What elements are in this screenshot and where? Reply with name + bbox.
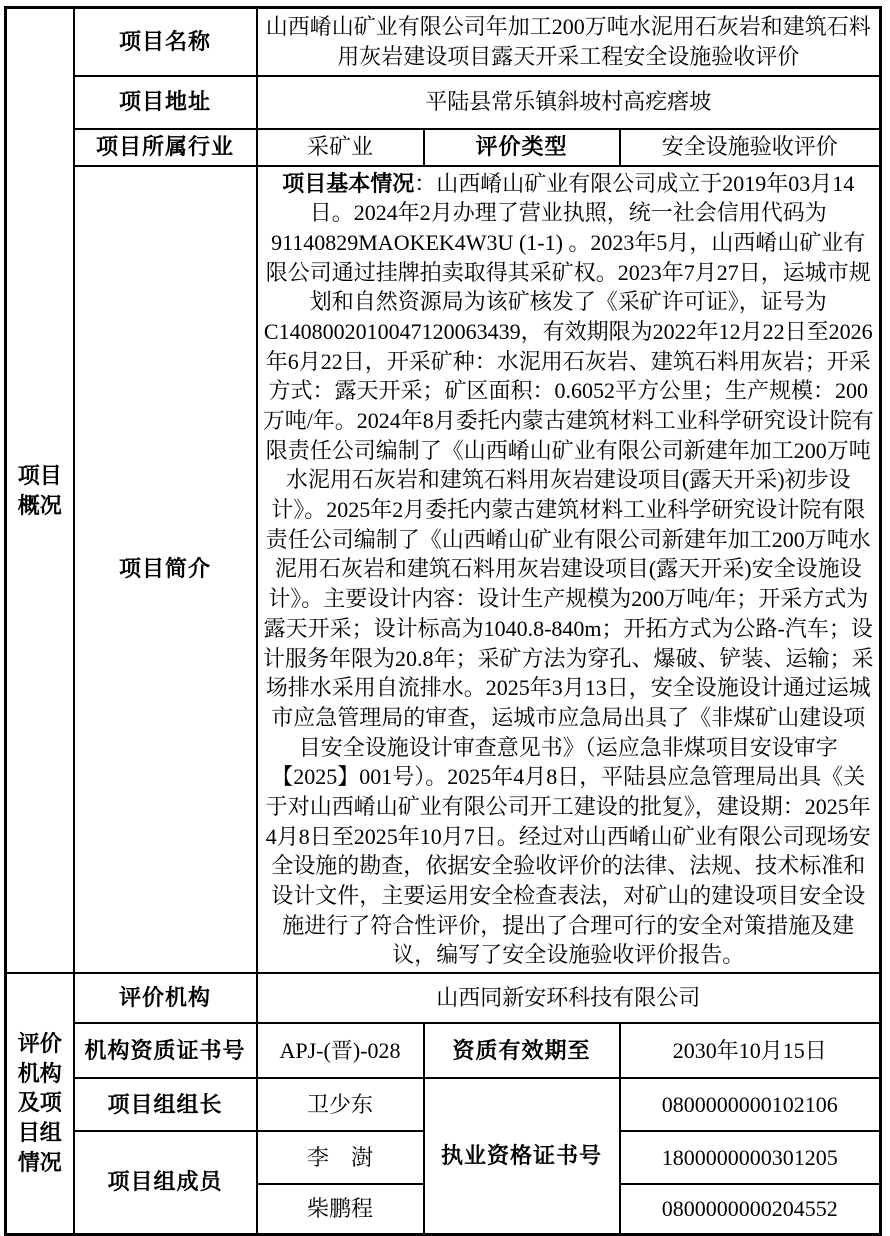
team-leader-label: 项目组组长 — [74, 1078, 257, 1131]
team-member-1-name: 李 澍 — [257, 1131, 424, 1184]
project-address-label: 项目地址 — [74, 76, 257, 129]
agency-cert-value: APJ-(晋)-028 — [257, 1023, 424, 1078]
project-brief-label: 项目简介 — [74, 166, 257, 974]
eval-type-label: 评价类型 — [424, 129, 620, 166]
project-info-table — [4, 6, 882, 1236]
eval-type-value: 安全设施验收评价 — [620, 129, 881, 166]
project-brief-body: ：山西崤山矿业有限公司成立于2019年03月14日。2024年2月办理了营业执照，统一社会信用代码为91140829MAOKEK4W3U (1-1) 。2023年5月，山西崤山矿业有限公司通过挂牌拍卖取得其采矿权。2023年7月27日，运城市规划和自然资源局为该矿核发了《采矿许可证》，证号为C1408002010047120063439，有效期限为2022年12月22日至2026年6月22日，开采矿种：水泥用石灰岩、建筑石料用灰岩；开采方式：露天开采；矿区面积：0.6052平方公里；生产规模：200万吨/年。2024年8月委托内蒙古建筑材料工业科学研究设计院有限责任公司编制了《山西崤山矿业有限公司新建年加工200万吨水泥用石灰岩和建筑石料用灰岩建设项目(露天开采)初步设计》。2025年2月委托内蒙古建筑材料工业科学研究设计院有限责任公司编制了《山西崤山矿业有限公司新建年加工200万吨水泥用石灰岩和建筑石料用灰岩建设项目(露天开采)安全设施设计》。主要设计内容：设计生产规模为200万吨/年；开采方式为露天开采；设计标高为1040.8-840m；开拓方式为公路-汽车；设计服务年限为20.8年；采矿方法为穿孔、爆破、铲装、运输；采场排水采用自流排水。2025年3月13日，安全设施设计通过运城市应急管理局的审查，运城市应急局出具了《非煤矿山建设项目安全设施设计审查意见书》（运应急非煤项目安设审字【2025】001号）。2025年4月8日，平陆县应急管理局出具《关于对山西崤山矿业有限公司开工建设的批复》，建设期：2025年4月8日至2025年10月7日。经过对山西崤山矿业有限公司现场安全设施的勘查，依据安全验收评价的法律、法规、技术标准和设计文件，主要运用安全检查表法，对矿山的建设项目安全设施进行了符合性评价，提出了合理可行的安全对策措施及建议，编写了安全设施验收评价报告。 — [262, 170, 874, 968]
cert-validity-value: 2030年10月15日 — [620, 1023, 881, 1078]
agency-value: 山西同新安环科技有限公司 — [257, 973, 881, 1023]
industry-label: 项目所属行业 — [74, 129, 257, 166]
team-member-1-license: 1800000000301205 — [620, 1131, 881, 1184]
project-brief-lead: 项目基本情况 — [282, 170, 415, 196]
team-member-2-name: 柴鹏程 — [257, 1184, 424, 1234]
industry-value: 采矿业 — [257, 129, 424, 166]
team-members-label: 项目组成员 — [74, 1131, 257, 1234]
cert-validity-label: 资质有效期至 — [424, 1023, 620, 1078]
license-number-label: 执业资格证书号 — [424, 1078, 620, 1234]
project-name-value: 山西崤山矿业有限公司年加工200万吨水泥用石灰岩和建筑石料用灰岩建设项目露天开采工程安全设施验收评价 — [257, 8, 881, 76]
project-brief-value — [257, 166, 881, 974]
team-leader-name: 卫少东 — [257, 1078, 424, 1131]
project-name-label: 项目名称 — [74, 8, 257, 76]
agency-label: 评价机构 — [74, 973, 257, 1023]
safety-evaluation-form — [4, 6, 882, 1236]
agency-cert-label: 机构资质证书号 — [74, 1023, 257, 1078]
section-label-project-overview: 项目概况 — [6, 8, 74, 974]
team-leader-license: 0800000000102106 — [620, 1078, 881, 1131]
section-label-agency-team: 评价机构及项目组情况 — [6, 973, 74, 1234]
project-address-value: 平陆县常乐镇斜坡村高疙瘩坡 — [257, 76, 881, 129]
team-member-2-license: 0800000000204552 — [620, 1184, 881, 1234]
